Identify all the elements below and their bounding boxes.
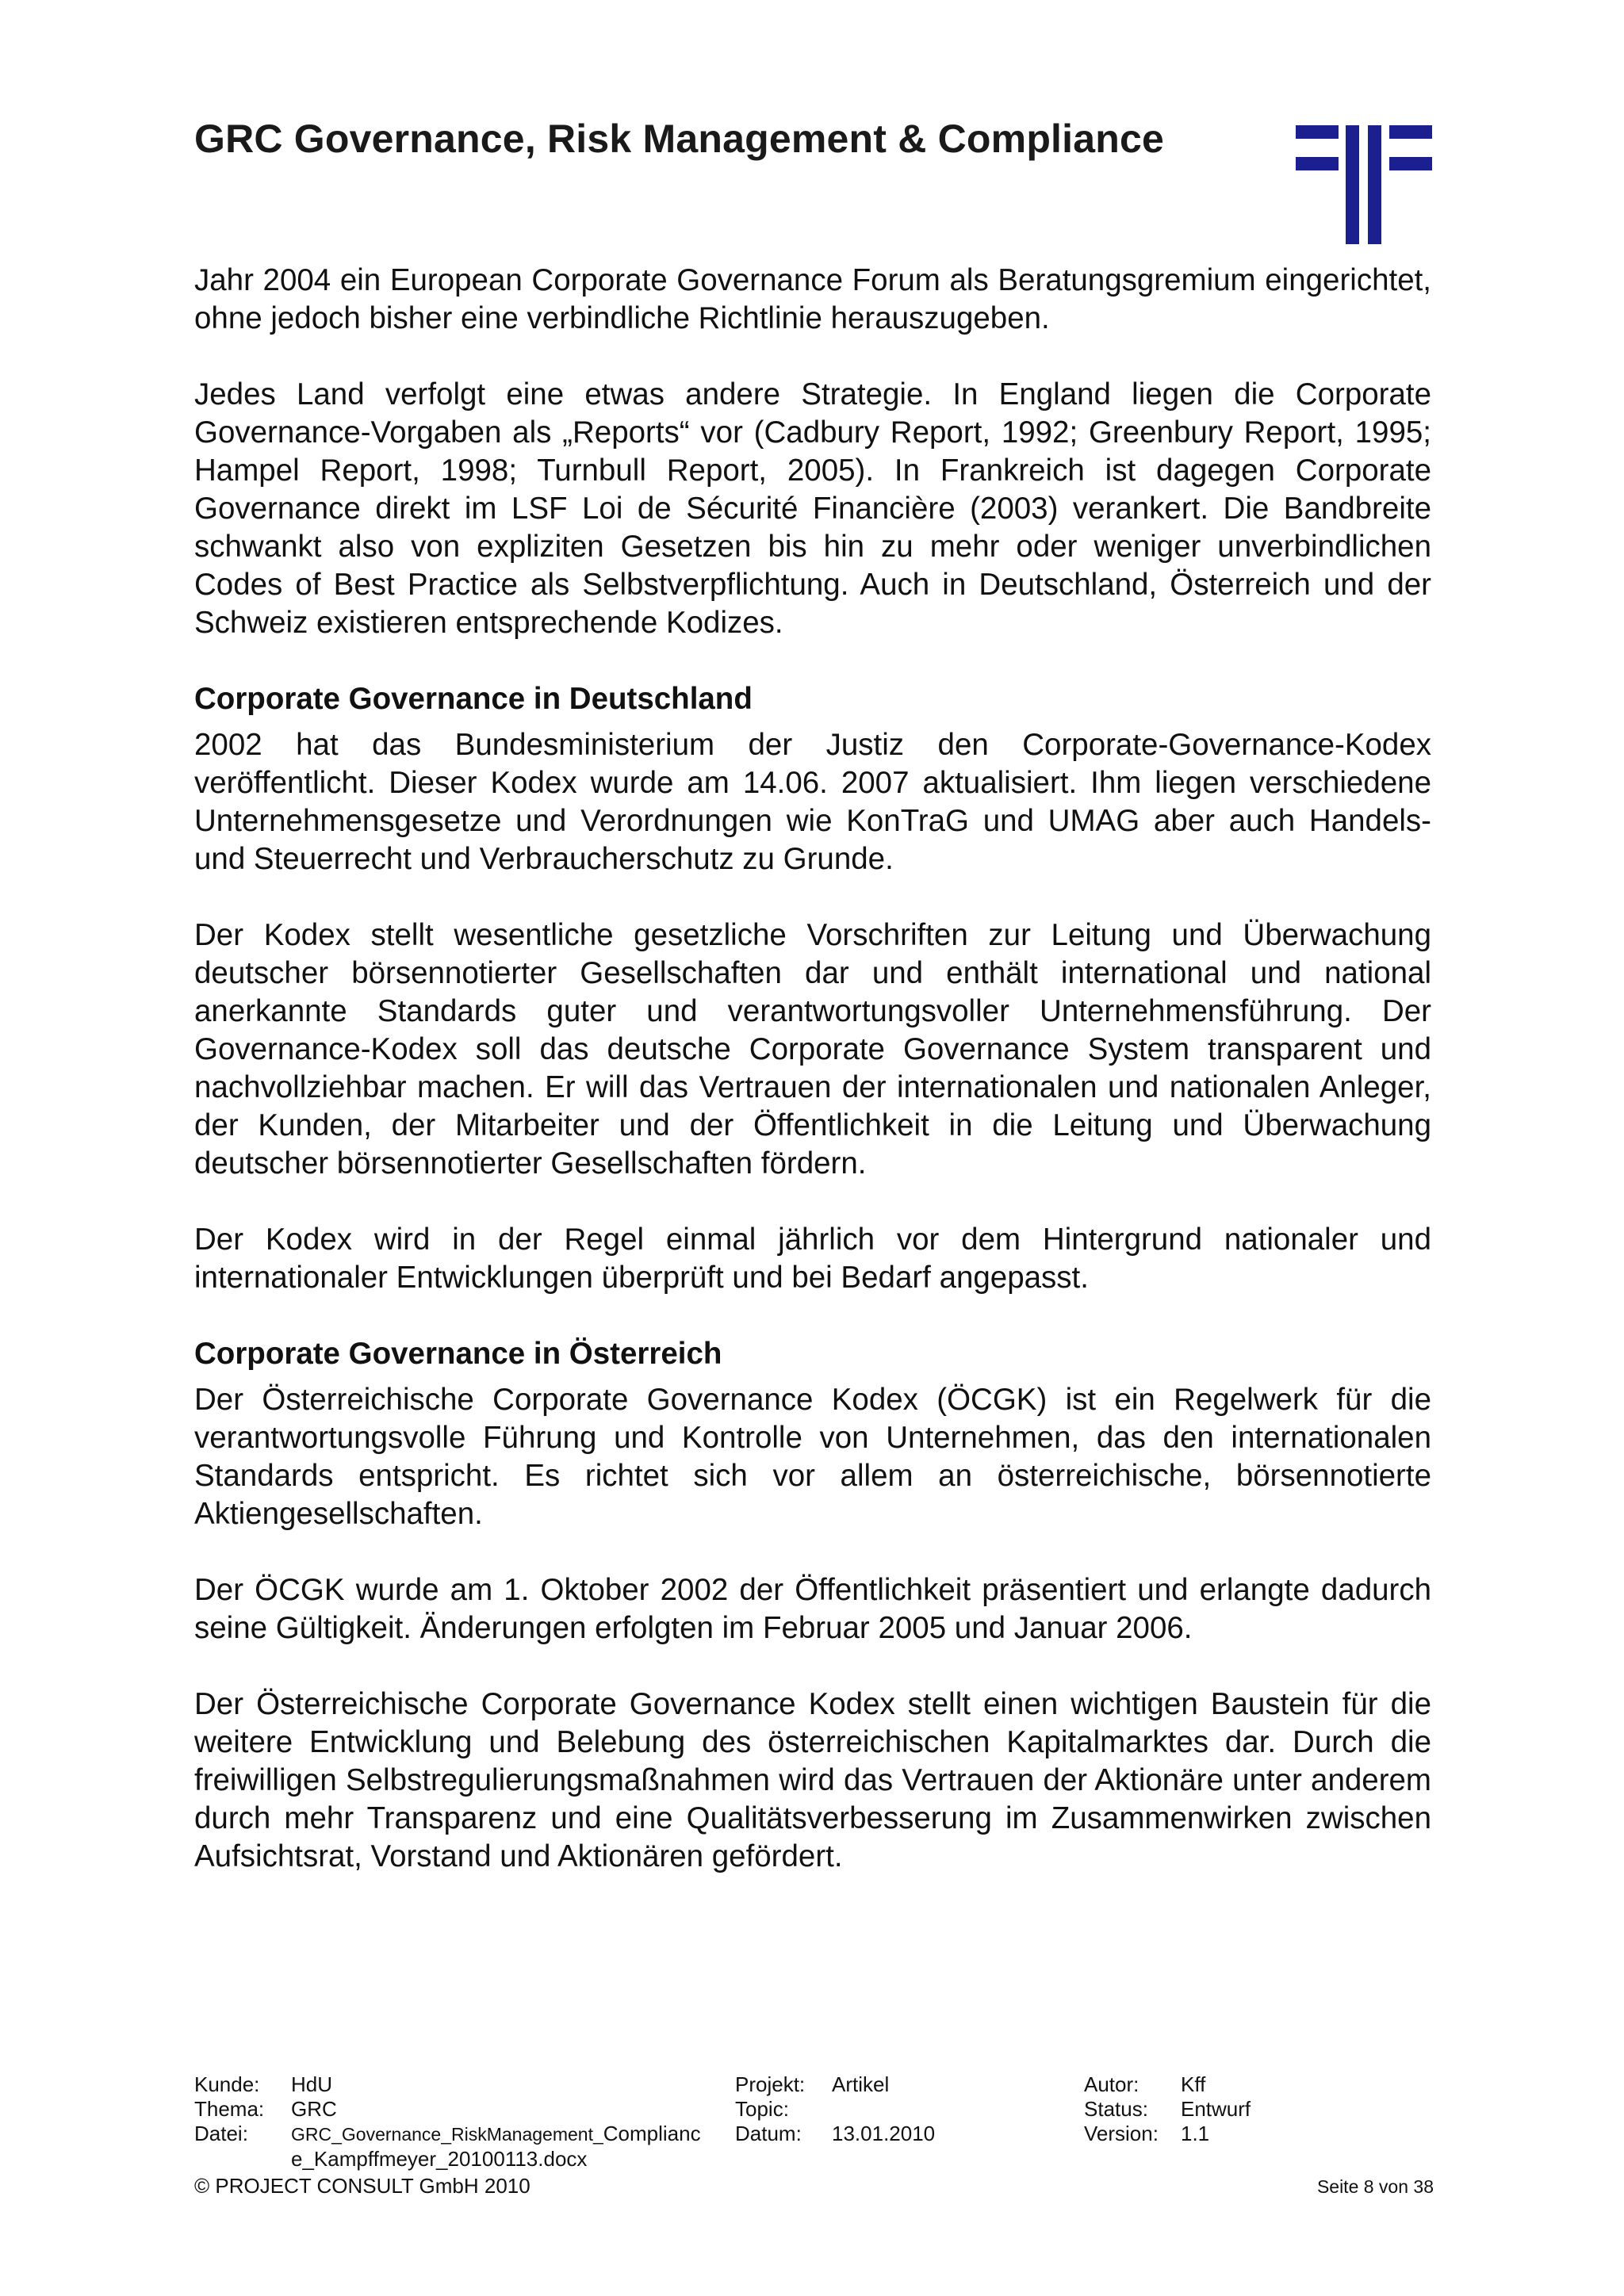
footer-value: GRC	[291, 2097, 337, 2121]
page-title: GRC Governance, Risk Management & Compliance	[194, 117, 1165, 161]
logo-bar	[1296, 157, 1339, 170]
logo-bar	[1296, 125, 1339, 139]
footer-value: Artikel	[832, 2072, 890, 2096]
footer-label: Datum:	[735, 2122, 802, 2145]
section-heading: Corporate Governance in Österreich	[194, 1337, 722, 1371]
section-heading: Corporate Governance in Deutschland	[194, 682, 753, 716]
footer-value: Kff	[1181, 2072, 1206, 2096]
company-logo	[1296, 125, 1432, 244]
paragraph: Der Kodex wird in der Regel einmal jährlich vor dem Hintergrund nationaler und internationaler Entwicklungen überprüft und bei Bedarf angepasst.	[194, 1223, 1431, 1295]
footer-label: Status:	[1084, 2097, 1148, 2121]
logo-bar	[1346, 125, 1359, 244]
footer-file-line	[291, 2122, 701, 2147]
footer-col-middle	[735, 2072, 1068, 2146]
footer-col-right	[1084, 2072, 1417, 2146]
footer-file-part: GRC_Governance_RiskManagement_	[291, 2124, 603, 2145]
paragraph: Der Kodex stellt wesentliche gesetzliche Vorschriften zur Leitung und Überwachung deutscher börsennotierter Gesellschaften dar und enthält international und national anerkannte Standards guter und verantwortungsvoller Unternehmensführung. Der Governance-Kodex soll das deutsche Corporate Governance System transparent und nachvollziehbar machen. Er will das Vertrauen der internationalen und nationalen Anleger, der Kunden, der Mitarbeiter und der Öffentlichkeit in die Leitung und Überwachung deutscher börsennotierter Gesellschaften fördern.	[194, 918, 1431, 1181]
footer-label: Projekt:	[735, 2072, 806, 2096]
footer-label: Version:	[1084, 2122, 1159, 2145]
footer-value: HdU	[291, 2072, 333, 2096]
footer-value: e_Kampffmeyer_20100113.docx	[291, 2147, 588, 2171]
paragraph: Der Österreichische Corporate Governance Kodex (ÖCGK) ist ein Regelwerk für die verantwortungsvolle Führung und Kontrolle von Unternehmen, das den internationalen Standards entspricht. Es richtet sich vor allem an österreichische, börsennotierte Aktiengesellschaften.	[194, 1383, 1431, 1531]
footer-col-left	[194, 2072, 733, 2172]
footer-label: Thema:	[194, 2097, 265, 2121]
page-number: Seite 8 von 38	[1316, 2176, 1434, 2197]
copyright: © PROJECT CONSULT GmbH 2010	[194, 2174, 530, 2198]
logo-bar	[1389, 157, 1432, 170]
logo-bar	[1389, 125, 1432, 139]
footer-value: Entwurf	[1181, 2097, 1251, 2121]
paragraph: Jahr 2004 ein European Corporate Governance Forum als Beratungsgremium eingerichtet, ohne jedoch bisher eine verbindliche Richtlinie herauszugeben.	[194, 263, 1431, 335]
footer-value: 13.01.2010	[832, 2122, 936, 2145]
footer-label: Datei:	[194, 2122, 248, 2145]
footer-label: Autor:	[1084, 2072, 1139, 2096]
paragraph: Jedes Land verfolgt eine etwas andere Strategie. In England liegen die Corporate Governance-Vorgaben als „Reports“ vor (Cadbury Report, 1992; Greenbury Report, 1995; Hampel Report, 1998; Turnbull Report, 2005). In Frankreich ist dagegen Corporate Governance direkt im LSF Loi de Sécurité Financière (2003) verankert. Die Bandbreite schwankt also von expliziten Gesetzen bis hin zu mehr oder weniger unverbindlichen Codes of Best Practice als Selbstverpflichtung. Auch in Deutschland, Österreich und der Schweiz existieren entsprechende Kodizes.	[194, 377, 1431, 640]
footer-label: Topic:	[735, 2097, 789, 2121]
footer-value: 1.1	[1181, 2122, 1210, 2145]
paragraph: Der ÖCGK wurde am 1. Oktober 2002 der Öffentlichkeit präsentiert und erlangte dadurch seine Gültigkeit. Änderungen erfolgten im Februar 2005 und Januar 2006.	[194, 1573, 1431, 1645]
footer-label-spacer	[194, 2147, 291, 2172]
document-body	[194, 262, 1431, 1914]
logo-bar	[1368, 125, 1381, 244]
paragraph: Der Österreichische Corporate Governance Kodex stellt einen wichtigen Baustein für die weitere Entwicklung und Belebung des österreichischen Kapitalmarktes dar. Durch die freiwilligen Selbstregulierungsmaßnahmen wird das Vertrauen der Aktionäre unter anderem durch mehr Transparenz und eine Qualitätsverbesserung im Zusammenwirken zwischen Aufsichtsrat, Vorstand und Aktionären gefördert.	[194, 1687, 1431, 1873]
paragraph: 2002 hat das Bundesministerium der Justiz den Corporate-Governance-Kodex veröffentlicht. Dieser Kodex wurde am 14.06. 2007 aktualisiert. Ihm liegen verschiedene Unternehmensgesetze und Verordnungen wie KonTraG und UMAG aber auch Handels- und Steuerrecht und Verbraucherschutz zu Grunde.	[194, 728, 1431, 876]
footer-label: Kunde:	[194, 2072, 260, 2096]
footer-file-part: Complianc	[603, 2122, 701, 2145]
